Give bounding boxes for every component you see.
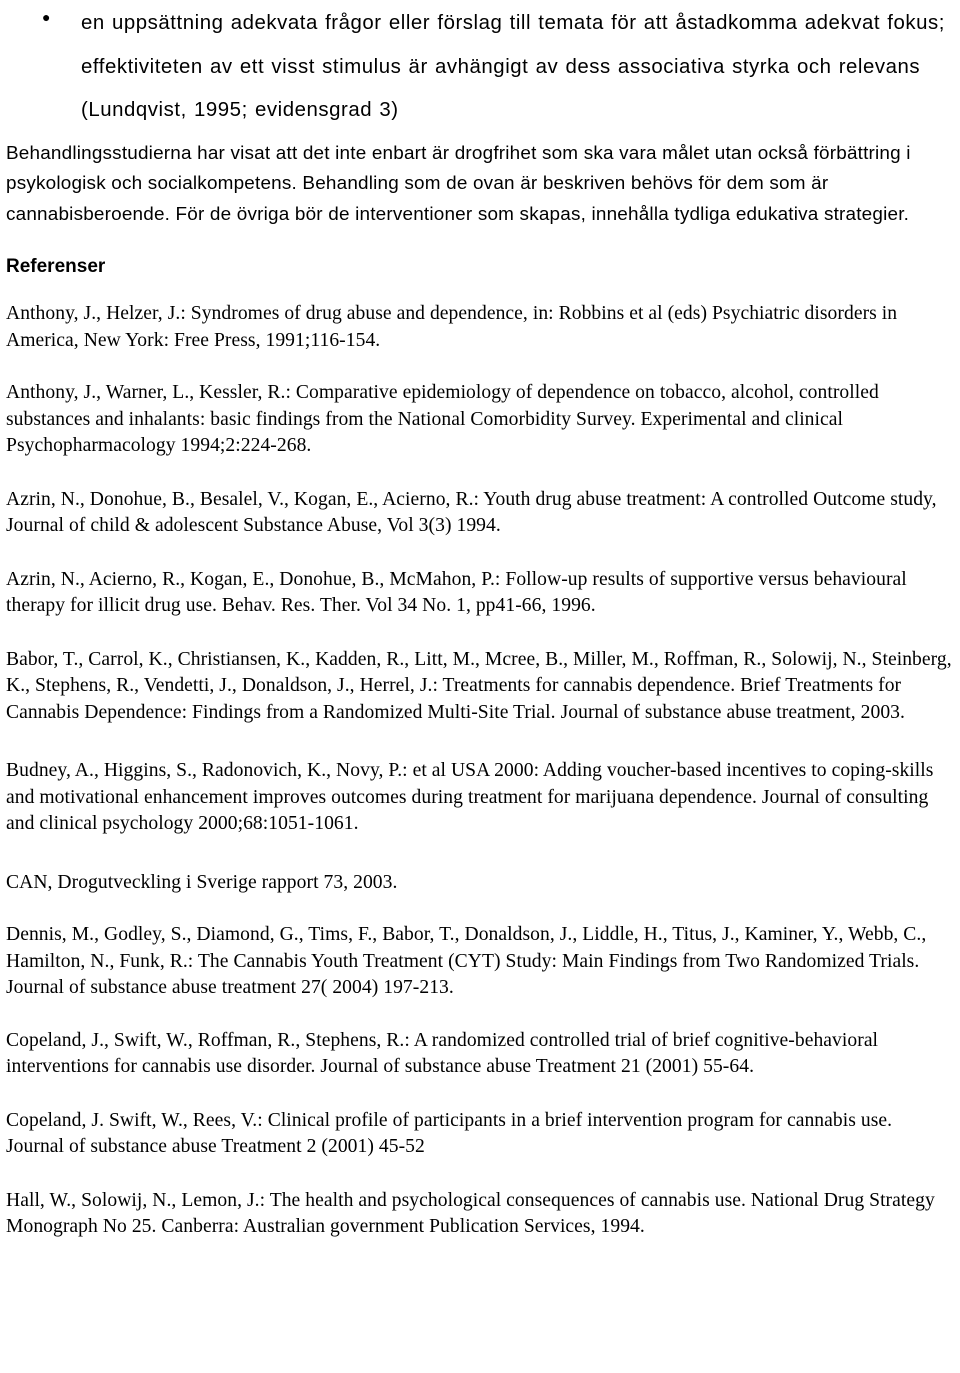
bullet-text: en uppsättning adekvata frågor eller förslag till temata för att åstadkomma adekvat fokus; effektiviteten av ett visst stimulus är avhängigt av dess associativa styrka och relevans (Lundqvist, 1995; evidensgrad 3) [81,12,945,121]
reference-entry: Anthony, J., Warner, L., Kessler, R.: Comparative epidemiology of dependence on tobacco, alcohol, controlled substances and inhalants: basic findings from the National Comorbidity Survey. Experimental and clinical Psychopharmacology 1994;2:224-268. [6,382,879,456]
reference-entry: Babor, T., Carrol, K., Christiansen, K., Kadden, R., Litt, M., Mcree, B., Miller, M., Roffman, R., Solowij, N., Steinberg, K., Stephens, R., Vendetti, J., Donaldson, J., Herrel, J.: Treatments for cannabis dependence. Brief Treatments for Cannabis Dependence: Findings from a Randomized Multi-Site Trial. Journal of substance abuse treatment, 2003. [6,648,952,723]
reference-entry: Budney, A., Higgins, S., Radonovich, K., Novy, P.: et al USA 2000: Adding voucher-based incentives to coping-skills and motivational enhancement improves outcomes during treatment for marijuana dependence. Journal of consulting and clinical psychology 2000;68:1051-1061. [6,760,934,834]
references-heading: Referenser [6,256,106,277]
intro-paragraph: Behandlingsstudierna har visat att det inte enbart är drogfrihet som ska vara målet utan också förbättring i psykologisk och socialkompetens. Behandling som de ovan är beskriven behövs för dem som är cannabisberoende. För de övriga bör de interventioner som skapas, innehålla tydliga edukativa strategier. [6,142,911,225]
reference-entry: CAN, Drogutveckling i Sverige rapport 73, 2003. [6,871,398,893]
reference-entry: Azrin, N., Donohue, B., Besalel, V., Kogan, E., Acierno, R.: Youth drug abuse treatment: A controlled Outcome study, Journal of child & adolescent Substance Abuse, Vol 3(3) 1994. [6,488,937,536]
reference-entry: Copeland, J., Swift, W., Roffman, R., Stephens, R.: A randomized controlled trial of brief cognitive-behavioral interventions for cannabis use disorder. Journal of substance abuse Treatment 21 (2001) 55-64. [6,1029,879,1077]
document-page [6,0,954,1241]
reference-entry: Anthony, J., Helzer, J.: Syndromes of drug abuse and dependence, in: Robbins et al (eds) Psychiatric disorders in America, New York: Free Press, 1991;116-154. [6,303,898,351]
reference-entry: Dennis, M., Godley, S., Diamond, G., Tims, F., Babor, T., Donaldson, J., Liddle, H., Titus, J., Kaminer, Y., Webb, C., Hamilton, N., Funk, R.: The Cannabis Youth Treatment (CYT) Study: Main Findings from Two Randomized Trials. Journal of substance abuse treatment 27( 2004) 197-213. [6,924,927,998]
bullet-list-item [6,2,954,133]
reference-entry: Copeland, J. Swift, W., Rees, V.: Clinical profile of participants in a brief intervention program for cannabis use. Journal of substance abuse Treatment 2 (2001) 45-52 [6,1109,893,1157]
reference-entry: Azrin, N., Acierno, R., Kogan, E., Donohue, B., McMahon, P.: Follow-up results of supportive versus behavioural therapy for illicit drug use. Behav. Res. Ther. Vol 34 No. 1, pp41-66, 1996. [6,568,907,616]
reference-entry: Hall, W., Solowij, N., Lemon, J.: The health and psychological consequences of cannabis use. National Drug Strategy Monograph No 25. Canberra: Australian government Publication Services, 1994. [6,1189,935,1237]
bullet-icon: ● [42,11,51,26]
